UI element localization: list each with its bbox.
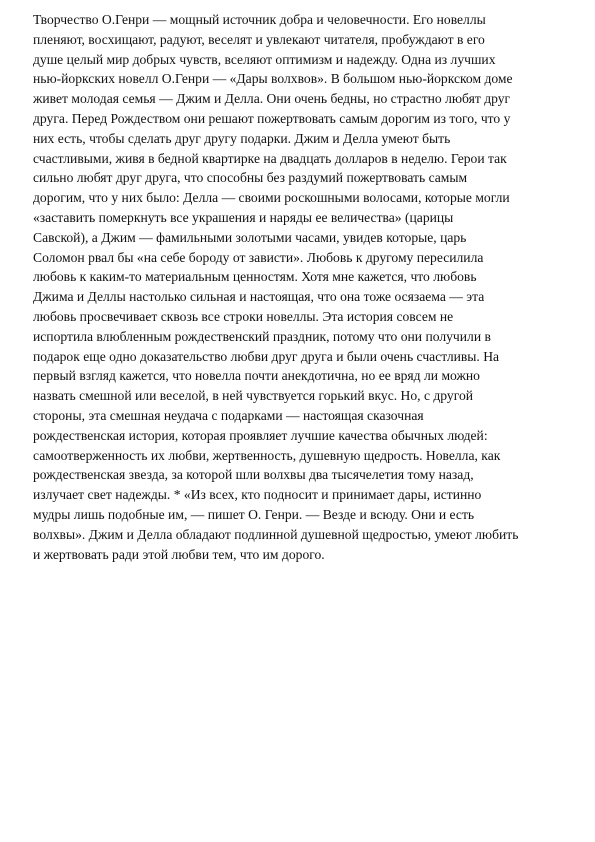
text-line: стороны, эта смешная неудача с подарками — настоящая сказочная: [33, 407, 424, 423]
text-line: душе целый мир добрых чувств, вселяют оптимизм и надежду. Одна из лучших: [33, 51, 496, 67]
text-line: сильно любят друг друга, что способны без раздумий пожертвовать самым: [33, 170, 468, 186]
text-line: Джима и Деллы настолько сильная и настоящая, что она тоже осязаема — эта: [33, 289, 485, 305]
text-line: пленяют, восхищают, радуют, веселят и увлекают читателя, пробуждают в его: [33, 31, 485, 47]
text-line: нью-йоркских новелл О.Генри — «Дары волхвов». В большом нью-йоркском доме: [33, 71, 513, 87]
text-line: Творчество О.Генри — мощный источник добра и человечности. Его новеллы: [33, 12, 486, 27]
essay-paragraph: [33, 10, 573, 564]
text-line: Соломон рвал бы «на себе бороду от зависти». Любовь к другому пересилила: [33, 249, 484, 265]
text-line: подарок еще одно доказательство любви друг друга и были очень счастливы. На: [33, 348, 500, 364]
text-line: дорогим, что у них было: Делла — своими роскошными волосами, которые могли: [33, 190, 510, 206]
text-line: и жертвовать ради этой любви тем, что им дорого.: [33, 546, 325, 562]
text-line: живет молодая семья — Джим и Делла. Они очень бедны, но страстно любят друг: [33, 91, 511, 107]
text-line: счастливыми, живя в бедной квартирке на двадцать долларов в неделю. Герои так: [33, 150, 507, 166]
text-line: друга. Перед Рождеством они решают пожертвовать самым дорогим из того, что у: [33, 110, 511, 126]
text-line: испортила влюбленным рождественский праздник, потому что они получили в: [33, 328, 491, 344]
text-line: любовь просвечивает сквозь все строки новеллы. Эта история совсем не: [33, 308, 454, 324]
text-line: мудры лишь подобные им, — пишет О. Генри. — Везде и всюду. Они и есть: [33, 506, 475, 522]
text-line: них есть, чтобы сделать друг другу подарки. Джим и Делла умеют быть: [33, 130, 451, 146]
text-line: первый взгляд кажется, что новелла почти анекдотична, но ее вряд ли можно: [33, 368, 480, 384]
text-line: волхвы». Джим и Делла обладают подлинной душевной щедростью, умеют любить: [33, 526, 519, 542]
text-line: рождественская история, которая проявляет лучшие качества обычных людей:: [33, 427, 488, 443]
text-line: самоотверженность их любви, жертвенность, душевную щедрость. Новелла, как: [33, 447, 501, 463]
text-line: любовь к каким-то материальным ценностям. Хотя мне кажется, что любовь: [33, 269, 477, 285]
text-line: излучает свет надежды. * «Из всех, кто подносит и принимает дары, истинно: [33, 487, 482, 503]
text-line: назвать смешной или веселой, в ней чувствуется горький вкус. Но, с другой: [33, 388, 474, 404]
text-line: «заставить померкнуть все украшения и наряды ее величества» (царицы: [33, 209, 454, 225]
text-line: Савской), а Джим — фамильными золотыми часами, увидев которые, царь: [33, 229, 467, 245]
text-line: рождественская звезда, за которой шли волхвы два тысячелетия тому назад,: [33, 467, 474, 483]
